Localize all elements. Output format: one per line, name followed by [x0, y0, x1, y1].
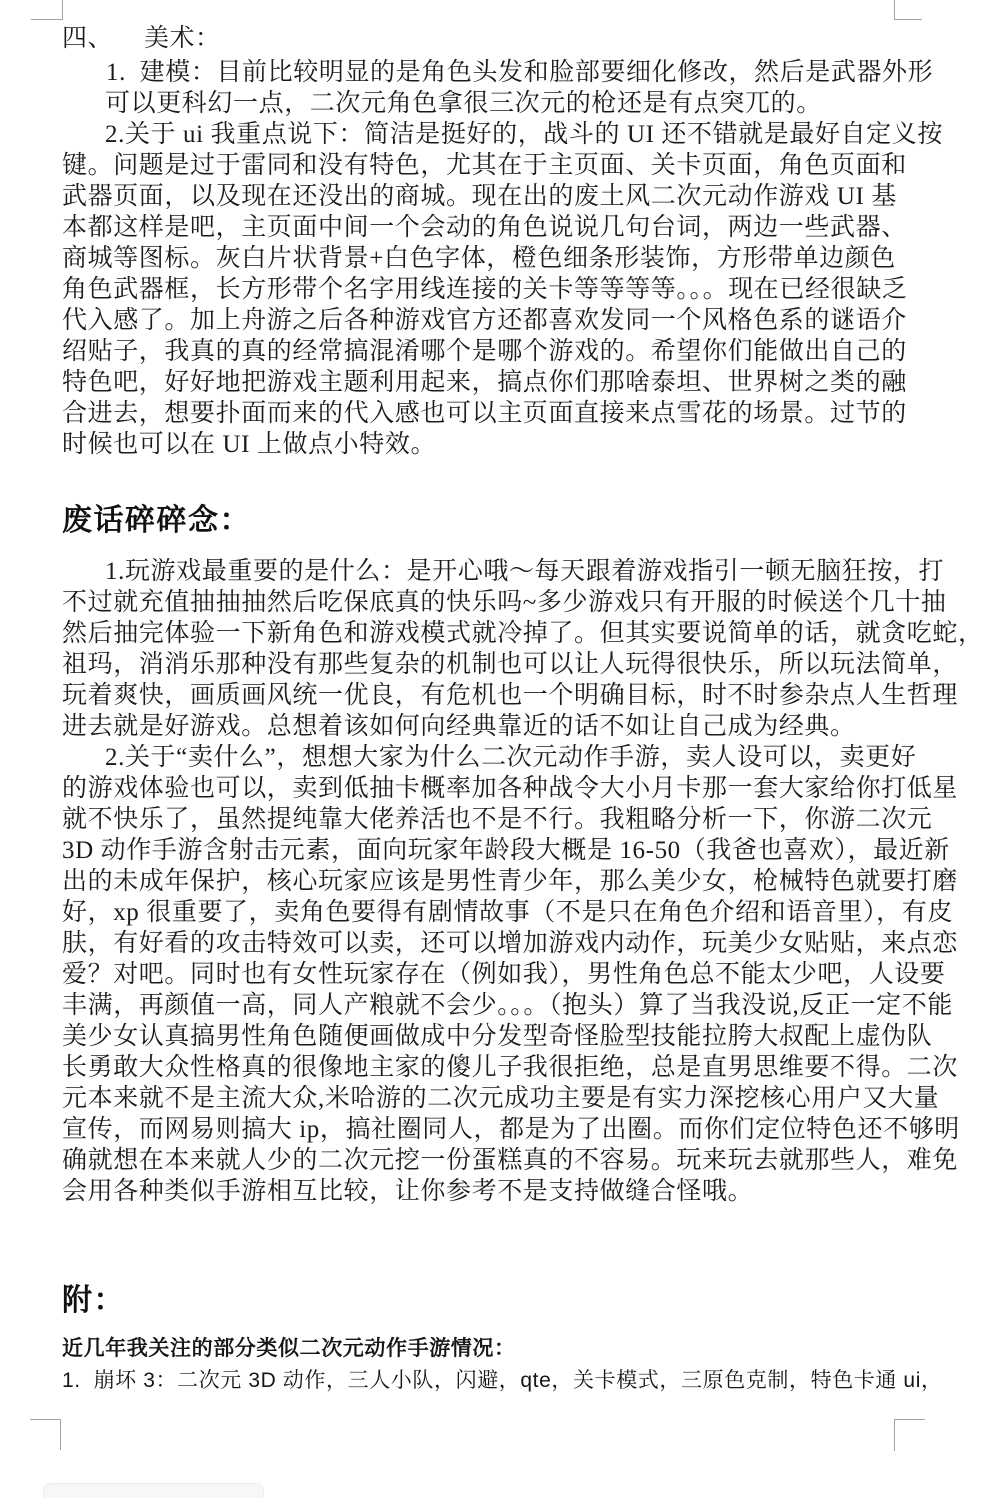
text-line: 进去就是好游戏。总想着该如何向经典靠近的话不如让自己成为经典。	[62, 713, 856, 740]
text-line: 不过就充值抽抽抽然后吃保底真的快乐吗~多少游戏只有开服的时候送个几十抽	[62, 589, 947, 616]
text-line: 时候也可以在 UI 上做点小特效。	[62, 431, 437, 458]
text-line: 美少女认真搞男性角色随便画做成中分发型奇怪脸型技能拉胯大叔配上虚伪队	[62, 1023, 933, 1050]
text-line: 然后抽完体验一下新角色和游戏模式就冷掉了。但其实要说简单的话，就贪吃蛇，	[62, 620, 984, 647]
text-line: 代入感了。加上舟游之后各种游戏官方还都喜欢发同一个风格色系的谜语介	[62, 307, 907, 334]
text-line: 3D 动作手游含射击元素，面向玩家年龄段大概是 16-50（我爸也喜欢），最近新	[62, 837, 950, 864]
text-line: 商城等图标。灰白片状背景+白色字体，橙色细条形装饰，方形带单边颜色	[62, 245, 896, 272]
text-line: 角色武器框，长方形带个名字用线连接的关卡等等等等。。。现在已经很缺乏	[62, 276, 908, 303]
text-line: 确就想在本来就人少的二次元挖一份蛋糕真的不容易。玩来玩去就那些人，难免	[62, 1147, 959, 1174]
text-line: 会用各种类似手游相互比较，让你参考不是支持做缝合怪哦。	[62, 1178, 754, 1205]
text-line: 好，xp 很重要了，卖角色要得有剧情故事（不是只在角色介绍和语音里），有皮	[62, 899, 953, 926]
art-section-body	[62, 57, 943, 460]
text-line: 特色吧，好好地把游戏主题利用起来，搞点你们那啥泰坦、世界树之类的融	[62, 369, 907, 396]
text-line: 2.关于 ui 我重点说下：简洁是挺好的，战斗的 UI 还不错就是最好自定义按	[105, 121, 943, 148]
text-line: 1. 建模：目前比较明显的是角色头发和脸部要细化修改，然后是武器外形	[106, 59, 934, 86]
section-heading-art	[62, 23, 221, 55]
text-line: 祖玛，消消乐那种没有那些复杂的机制也可以让人玩得很快乐，所以玩法简单，	[62, 651, 959, 678]
text-line: 元本来就不是主流大众,米哈游的二次元成功主要是有实力深挖核心用户又大量	[62, 1085, 940, 1112]
text-line: 键。问题是过于雷同和没有特色，尤其在于主页面、关卡页面，角色页面和	[62, 152, 907, 179]
text-line: 宣传，而网易则搞大 ip，搞社圈同人，都是为了出圈。而你们定位特色还不够明	[62, 1116, 960, 1143]
appendix-subtitle: 近几年我关注的部分类似二次元动作手游情况：	[62, 1337, 516, 1360]
section-title: 美术：	[144, 25, 221, 52]
section-number: 四、	[62, 25, 114, 52]
text-line: 2.关于“卖什么”，想想大家为什么二次元动作手游，卖人设可以，卖更好	[105, 744, 917, 771]
text-line: 就不快乐了，虽然提纯靠大佬养活也不是不行。我粗略分析一下，你游二次元	[62, 806, 933, 833]
text-line: 长勇敢大众性格真的很像地主家的傻儿子我很拒绝，总是直男思维要不得。二次	[62, 1054, 959, 1081]
margin-crop-mark-top-right	[894, 0, 922, 20]
rant-section-heading: 废话碎碎念：	[62, 504, 251, 537]
appendix-list-item: 1. 崩坏 3：二次元 3D 动作，三人小队，闪避，qte，关卡模式，三原色克制，特色卡通 ui，	[62, 1369, 943, 1392]
text-line: 爱？对吧。同时也有女性玩家存在（例如我），男性角色总不能太少吧，人设要	[62, 961, 946, 988]
text-line: 肤，有好看的攻击特效可以卖，还可以增加游戏内动作，玩美少女贴贴，来点恋	[62, 930, 959, 957]
text-line: 出的未成年保护，核心玩家应该是男性青少年，那么美少女，枪械特色就要打磨	[62, 868, 959, 895]
text-line: 1.玩游戏最重要的是什么：是开心哦～每天跟着游戏指引一顿无脑狂按，打	[105, 558, 945, 585]
margin-crop-mark-bottom-right	[894, 1419, 925, 1451]
text-line: 本都这样是吧，主页面中间一个会动的角色说说几句台词，两边一些武器、	[62, 214, 907, 241]
text-line: 玩着爽快，画质画风统一优良，有危机也一个明确目标，时不时参杂点人生哲理	[62, 682, 959, 709]
text-line: 武器页面，以及现在还没出的商城。现在出的废土风二次元动作游戏 UI 基	[62, 183, 897, 210]
appendix-section-heading: 附：	[62, 1284, 125, 1317]
margin-crop-mark-top-left	[31, 0, 63, 20]
bottom-overlay-bar	[43, 1483, 264, 1498]
text-line: 可以更科幻一点，二次元角色拿很三次元的枪还是有点突兀的。	[105, 90, 822, 117]
text-line: 的游戏体验也可以，卖到低抽卡概率加各种战令大小月卡那一套大家给你打低星	[62, 775, 959, 802]
text-line: 合进去，想要扑面而来的代入感也可以主页面直接来点雪花的场景。过节的	[62, 400, 907, 427]
text-line: 丰满，再颜值一高，同人产粮就不会少。。。（抱头）算了当我没说,反正一定不能	[62, 992, 953, 1019]
margin-crop-mark-bottom-left	[30, 1419, 61, 1450]
text-line: 绍贴子，我真的真的经常搞混淆哪个是哪个游戏的。希望你们能做出自己的	[62, 338, 907, 365]
rant-section-body	[62, 556, 984, 1207]
